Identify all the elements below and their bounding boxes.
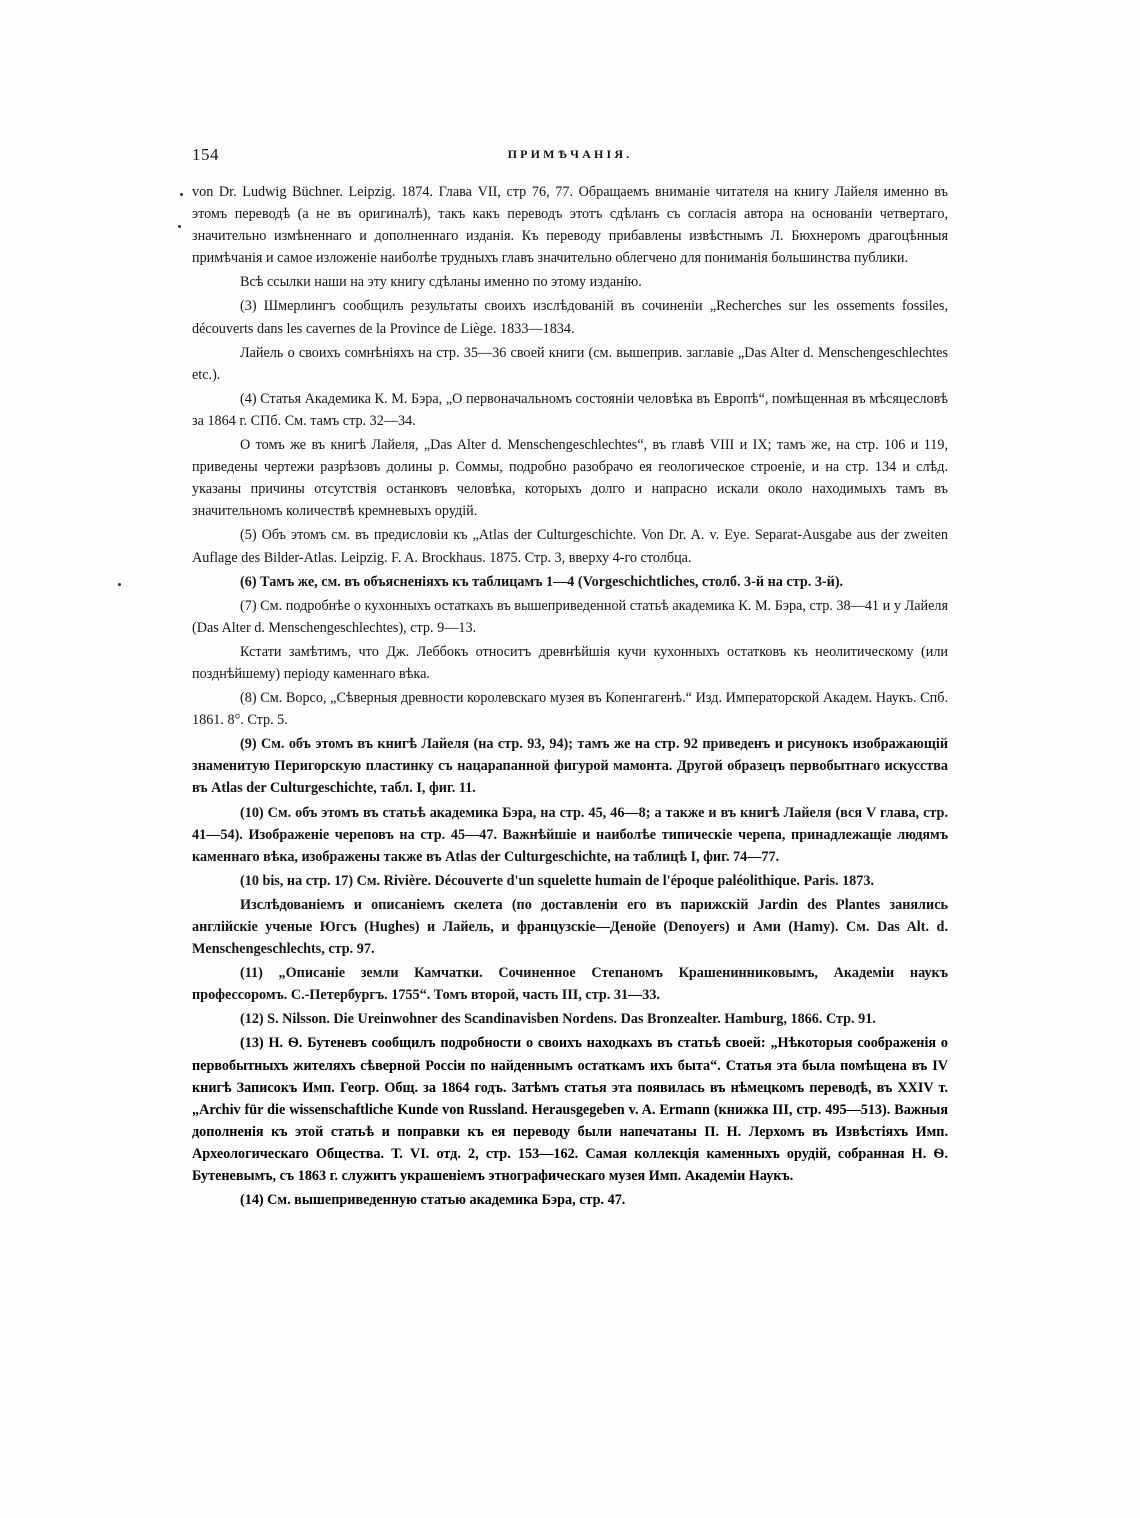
note-10-bis: (10 bis, на стр. 17) См. Rivière. Découverte d'un squelette humain de l'époque paléolithique. Paris. 1873.	[240, 872, 874, 889]
page-header	[192, 145, 948, 171]
note-12: (12) S. Nilsson. Die Ureinwohner des Scandinavisben Nordens. Das Bronzealter. Hamburg, 1866. Стр. 91.	[240, 1011, 876, 1028]
note-11: (11) „Описаніе земли Камчатки. Сочиненное Степаномъ Крашенинниковымъ, Академіи наукъ профессоромъ. С.-Петербургъ. 1755“. Томъ второй, часть III, стр. 31—33.	[192, 965, 948, 1004]
note-paragraph: Кстати замѣтимъ, что Дж. Леббокъ относитъ древнѣйшія кучи кухонныхъ остатковъ къ неолитическому (или позднѣйшему) періоду каменнаго вѣка.	[192, 643, 948, 682]
note-paragraph: О томъ же въ книгѣ Лайеля, „Das Alter d. Menschengeschlechtes“, въ главѣ VIII и IX; тамъ же, на стр. 106 и 119, приведены чертежи разрѣзовъ долины р. Соммы, подробно разобрачо ея геологическое строеніе, и на стр. 134 и слѣд. указаны причины отсутствія останковъ человѣка, которыхъ долго и напрасно искали около находимыхъ тамъ въ значительномъ количествѣ кремневыхъ орудій.	[192, 437, 948, 520]
note-4: (4) Статья Академика К. М. Бэра, „О первоначальномъ состояніи человѣка въ Европѣ“, помѣщенная въ мѣсяцесловѣ за 1864 г. СПб. См. тамъ стр. 32—34.	[192, 390, 948, 429]
note-paragraph: Изслѣдованіемъ и описаніемъ скелета (по доставленіи его въ парижскій Jardin des Plantes занялись англійскіе ученые Югсъ (Hughes) и Лайель, и французскіе—Денойе (Denoyers) и Ами (Hamy). См. Das Alt. d. Menschengeschlechts, стр. 97.	[192, 896, 948, 958]
note-continuation: von Dr. Ludwig Büchner. Leipzig. 1874. Глава VII, стр 76, 77. Обращаемъ вниманіе читателя на книгу Лайеля именно въ этомъ переводѣ (а не въ оригиналѣ), такъ какъ переводъ этотъ сдѣланъ съ согласія автора на основаніи четвертаго, значительно измѣненнаго и дополненнаго изданія. Къ переводу прибавлены извѣстнымъ Л. Бюхнеромъ драгоцѣнныя примѣчанія и самое изложеніе наиболѣе трудныхъ главъ значительно облегчено для пониманія большинства публики.	[192, 184, 948, 267]
note-3: (3) Шмерлингъ сообщилъ результаты своихъ изслѣдованій въ сочиненіи „Recherches sur les ossements fossiles, découverts dans les cavernes de la Province de Liège. 1833—1834.	[192, 298, 948, 337]
note-14: (14) См. вышеприведенную статью академика Бэра, стр. 47.	[240, 1192, 626, 1209]
note-6: (6) Тамъ же, см. въ объясненіяхъ къ таблицамъ 1—4 (Vorgeschichtliches, столб. 3-й на стр. 3-й).	[240, 573, 844, 590]
print-speck	[178, 225, 181, 228]
notes-body	[192, 181, 948, 1213]
note-9: (9) См. объ этомъ въ книгѣ Лайеля (на стр. 93, 94); тамъ же на стр. 92 приведенъ и рисунокъ изображающій знаменитую Перигорскую пластинку съ нацарапанной фигурой мамонта. Другой образецъ первобытнаго искусства въ Atlas der Culturgeschichte, табл. I, фиг. 11.	[192, 736, 948, 797]
running-title: ПРИМѢЧАНІЯ.	[507, 147, 633, 161]
note-13: (13) Н. Ѳ. Бутеневъ сообщилъ подробности о своихъ находкахъ въ статьѣ своей: „Нѣкоторыя соображенія о первобытныхъ жителяхъ сѣверной Россіи по найденнымъ остаткамъ ихъ быта“. Статья эта была помѣщена въ IV книгѣ Записокъ Имп. Геогр. Общ. за 1864 годъ. Затѣмъ статья эта появилась въ нѣмецкомъ переводѣ, въ XXIV т. „Archiv für die wissenschaftliche Kunde von Russland. Herausgegeben v. A. Ermann (книжка III, стр. 495—513). Важныя дополненія къ этой статьѣ и поправки къ ея переводу были напечатаны П. Н. Лерхомъ въ Извѣстіяхъ Имп. Археологическаго Общества. Т. VI. отд. 2, стр. 153—162. Самая коллекція каменныхъ орудій, собранная Н. Ѳ. Бутеневымъ, съ 1863 г. служитъ украшеніемъ этнографическаго музея Имп. Академіи Наукъ.	[192, 1035, 948, 1185]
note-paragraph: Всѣ ссылки наши на эту книгу сдѣланы именно по этому изданію.	[240, 274, 642, 291]
print-speck	[118, 583, 121, 586]
note-5: (5) Объ этомъ см. въ предисловіи къ „Atlas der Culturgeschichte. Von Dr. A. v. Eye. Separat-Ausgabe aus der zweiten Auflage des Bilder-Atlas. Leipzig. F. A. Brockhaus. 1875. Стр. 3, вверху 4-го столбца.	[192, 527, 948, 566]
page-number: 154	[192, 145, 219, 164]
note-8: (8) См. Ворсо, „Сѣверныя древности королевскаго музея въ Копенгагенѣ.“ Изд. Императорской Академ. Наукъ. Спб. 1861. 8°. Стр. 5.	[192, 690, 948, 729]
note-7: (7) См. подробнѣе о кухонныхъ остаткахъ въ вышеприведенной статьѣ академика К. М. Бэра, стр. 38—41 и у Лайеля (Das Alter d. Menschengeschlechtes), стр. 9—13.	[192, 597, 948, 636]
print-speck	[180, 193, 183, 196]
note-paragraph: Лайель о своихъ сомнѣніяхъ на стр. 35—36 своей книги (см. вышеприв. заглавіе „Das Alter d. Menschengeschlechtes etc.).	[192, 344, 948, 383]
note-10: (10) См. объ этомъ въ статьѣ академика Бэра, на стр. 45, 46—8; а также и въ книгѣ Лайеля (вся V глава, стр. 41—54). Изображеніе череповъ на стр. 45—47. Важнѣйшіе и наиболѣе типическіе черепа, принадлежащіе людямъ каменнаго вѣка, изображены также въ Atlas der Culturgeschichte, на таблицѣ I, фиг. 74—77.	[192, 804, 948, 865]
